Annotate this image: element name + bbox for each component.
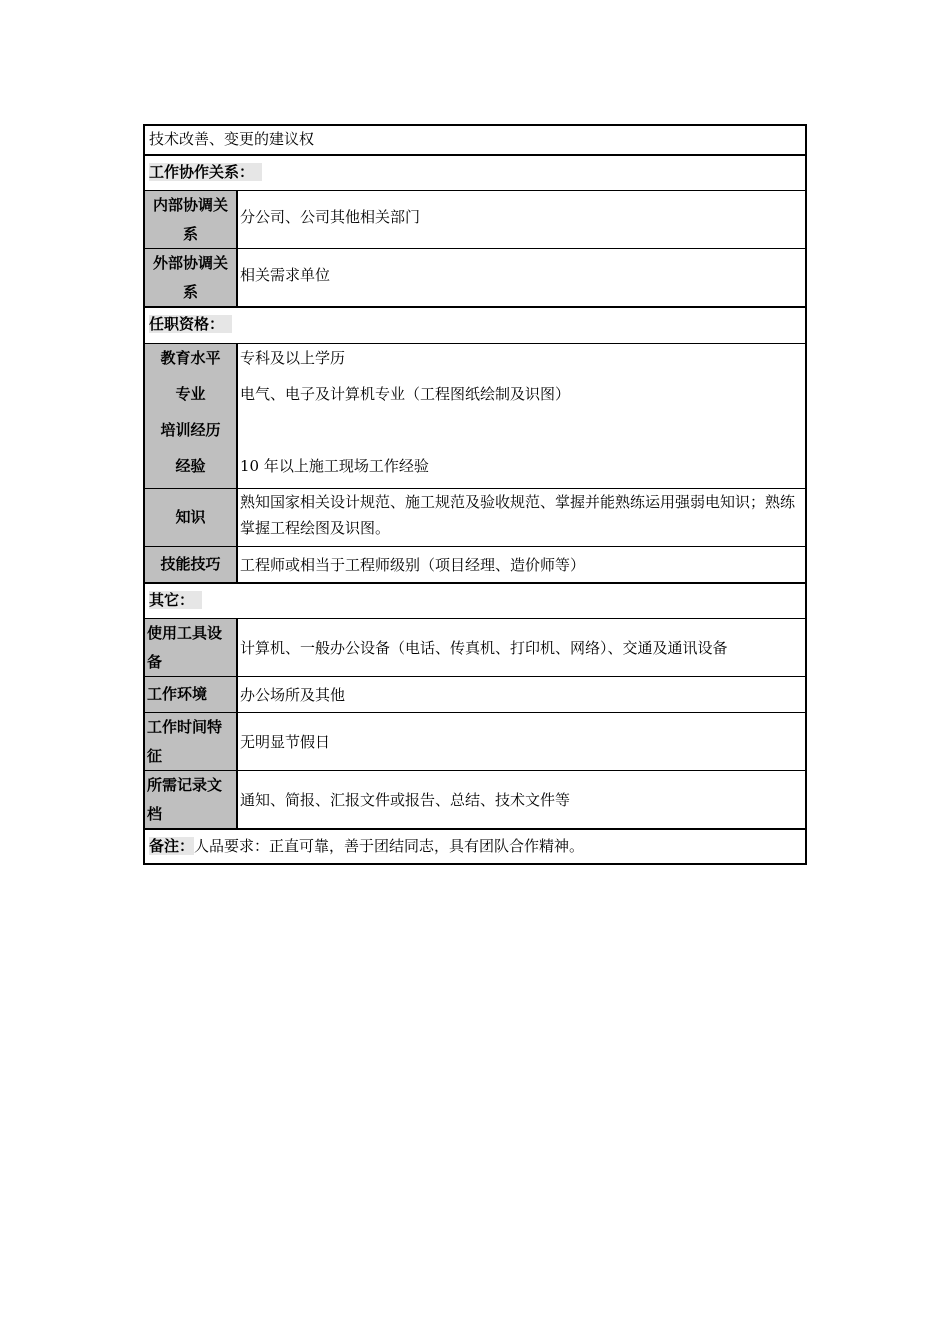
qual-block [145,344,805,489]
environment-row [145,677,805,713]
external-value: 相关需求单位 [240,265,331,284]
environment-label: 工作环境 [145,677,238,712]
tools-value: 计算机、一般办公设备（电话、传真机、打印机、网络）、交通及通讯设备 [240,638,728,657]
internal-label: 内部协调关系 [145,191,238,248]
note-row [145,830,805,863]
training-label: 培训经历 [160,421,221,439]
education-value: 专科及以上学历 [240,349,346,367]
rights-text: 技术改善、变更的建议权 [149,130,315,148]
qual-header: 任职资格： [149,315,232,333]
major-label: 专业 [175,385,206,403]
experience-label: 经验 [175,457,206,475]
hours-value: 无明显节假日 [240,732,331,751]
knowledge-row [145,489,805,547]
hours-row [145,713,805,771]
collab-header: 工作协作关系： [149,163,262,181]
external-label: 外部协调关系 [145,249,238,306]
collab-header-row [145,156,805,191]
knowledge-value: 熟知国家相关设计规范、施工规范及验收规范、掌握并能熟练运用强弱电知识；熟练掌握工程绘图及识图。 [240,493,796,537]
knowledge-label: 知识 [145,489,238,546]
qual-labels [145,344,238,488]
tools-row [145,619,805,677]
job-description-table [143,124,807,865]
hours-label: 工作时间特征 [145,713,238,770]
other-header: 其它： [149,591,202,609]
qual-header-row [145,308,805,344]
experience-value: 10 年以上施工现场工作经验 [240,457,429,475]
skills-label: 技能技巧 [145,547,238,582]
skills-row [145,547,805,584]
education-label: 教育水平 [160,349,221,367]
training-value [240,416,805,452]
note-value: 人品要求：正直可靠，善于团结同志，具有团队合作精神。 [194,837,585,855]
other-header-row [145,584,805,619]
major-value: 电气、电子及计算机专业（工程图纸绘制及识图） [240,385,571,403]
documents-row [145,771,805,830]
documents-label: 所需记录文档 [145,771,238,828]
environment-value: 办公场所及其他 [240,685,346,704]
documents-value: 通知、简报、汇报文件或报告、总结、技术文件等 [240,790,571,809]
rights-row [145,126,805,156]
external-row [145,249,805,308]
skills-value: 工程师或相当于工程师级别（项目经理、造价师等） [240,555,586,574]
tools-label: 使用工具设备 [145,619,238,676]
qual-values [238,344,805,488]
note-label: 备注： [149,837,195,855]
internal-row [145,191,805,249]
internal-value: 分公司、公司其他相关部门 [240,208,421,226]
